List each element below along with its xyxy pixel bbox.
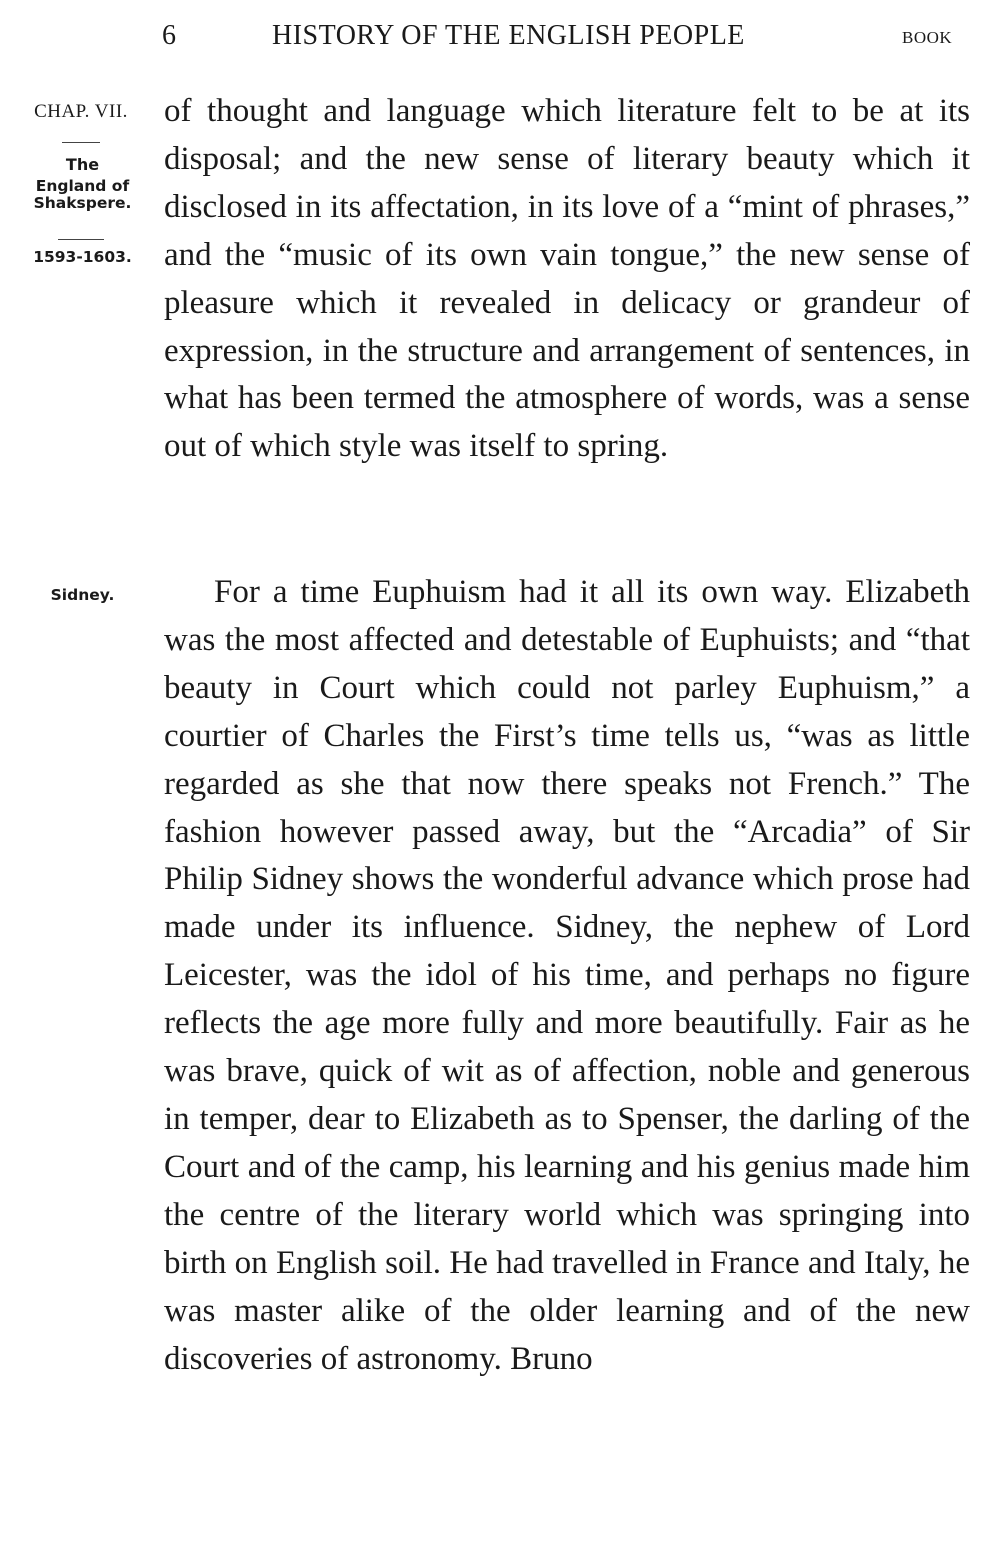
section-title-line1: The	[65, 155, 100, 174]
running-header	[0, 14, 1000, 58]
section-title-line3: Shakspere.	[33, 194, 132, 212]
book-label: BOOK	[902, 28, 953, 47]
paragraph: of thought and language which literature felt to be at its disposal; and the new sense of literary beauty which it disclosed in its affectation, in its love of a “mint of phrases,” and the “music of its own vain tongue,” the new sense of pleasure which it revealed in delicacy or grandeur of expression, in the structure and arrangement of sentences, in what has been termed the atmosphere of words, was a sense out of which style was itself to spring.	[164, 93, 970, 465]
page-number: 6	[162, 20, 176, 51]
section-title-line2: England of	[35, 177, 130, 195]
date-range: 1593-1603.	[33, 248, 132, 266]
chapter-label: CHAP. VII.	[34, 101, 128, 122]
running-title: HISTORY OF THE ENGLISH PEOPLE	[272, 20, 745, 51]
paragraph: For a time Euphuism had it all its own way. Elizabeth was the most affected and detestable of Euphuists; and “that beauty in Court which could not parley Euphuism,” a courtier of Charles the First’s time tells us, “was as little regarded as she that now there speaks not French.” The fashion however passed away, but the “Arcadia” of Sir Philip Sidney shows the wonderful advance which prose had made under its influence. Sidney, the nephew of Lord Leicester, was the idol of his time, and perhaps no figure reflects the age more fully and more beautifully. Fair as he was brave, quick of wit as of affection, noble and generous in temper, dear to Elizabeth as to Spenser, the darling of the Court and of the camp, his learning and his genius made him the centre of the literary world which was springing into birth on English soil. He had travelled in France and Italy, he was master alike of the older learning and of the new discoveries of astronomy. Bruno	[164, 574, 970, 1377]
divider	[58, 239, 104, 240]
divider	[62, 142, 100, 143]
side-note-sidney: Sidney.	[50, 586, 115, 604]
